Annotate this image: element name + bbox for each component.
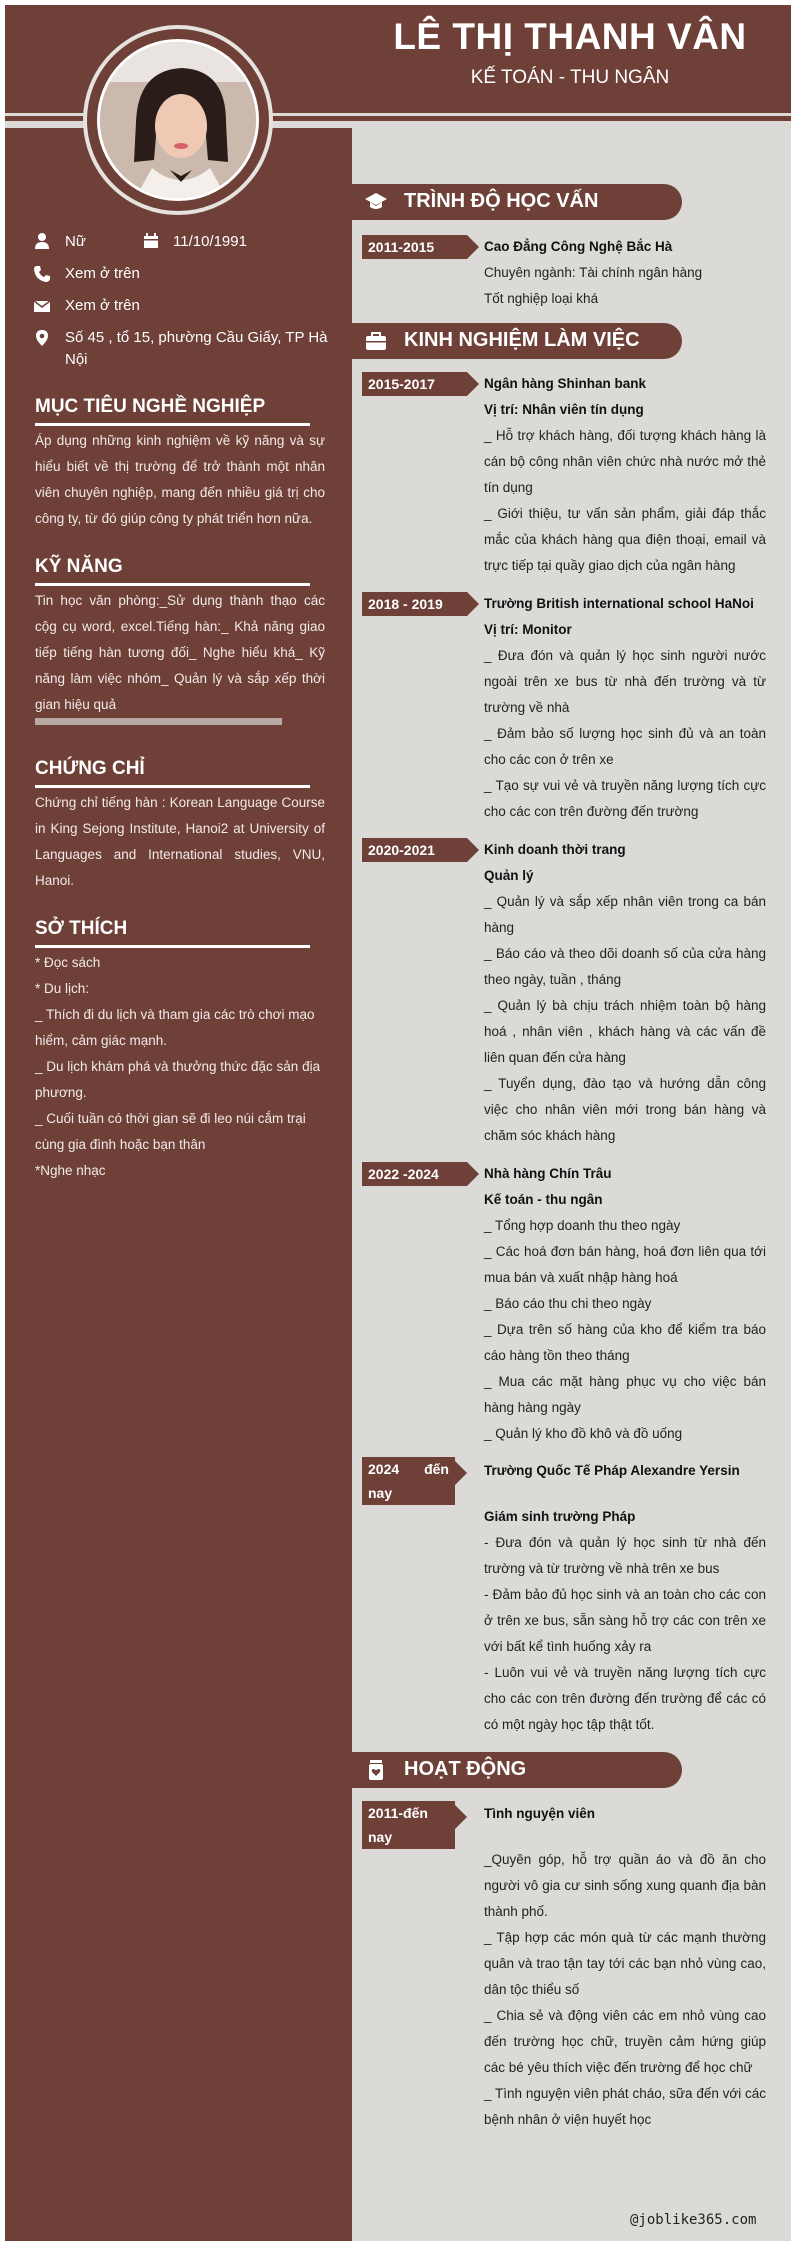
experience-duty: _ Báo cáo và theo dõi doanh số của cửa hàng theo ngày, tuần , tháng bbox=[484, 946, 766, 987]
experience-entry bbox=[484, 1458, 766, 1738]
skills-level-bar bbox=[35, 718, 282, 725]
education-line: Chuyên ngành: Tài chính ngân hàng bbox=[484, 265, 703, 280]
activities-date: 2011-đến nay bbox=[362, 1801, 455, 1849]
skills-rule bbox=[35, 583, 310, 586]
experience-duty: _ Tổng hợp doanh thu theo ngày bbox=[484, 1218, 681, 1233]
education-date: 2011-2015 bbox=[362, 235, 467, 259]
experience-title: KINH NGHIỆM LÀM VIỆC bbox=[404, 329, 640, 351]
activities-line: _Quyên góp, hỗ trợ quần áo và đồ ăn cho người vô gia cư sinh sống xung quanh địa bàn thành phố. bbox=[484, 1852, 766, 1919]
experience-duty: _ Mua các mặt hàng phục vụ cho việc bán hàng hàng ngày bbox=[484, 1374, 766, 1415]
certificates-text: Chứng chỉ tiếng hàn : Korean Language Course in King Sejong Institute, Hanoi2 at University of Languages and International studies, VNU, Hanoi. bbox=[35, 795, 325, 888]
objective-text: Áp dụng những kinh nghiệm về kỹ năng và sự hiểu biết về thị trường để trở thành một nhân viên chuyên nghiệp, mang đến nhiều giá trị cho công ty, từ đó giúp công ty phát triển hơn nữa. bbox=[35, 433, 325, 526]
experience-entry bbox=[484, 371, 766, 579]
hobby-item: _ Cuối tuần có thời gian sẽ đi leo núi cắm trại cùng gia đình hoặc bạn thân bbox=[35, 1111, 306, 1152]
experience-duty: - Luôn vui vẻ và truyền năng lượng tích cực cho các con trên đường đến trường để các có có một ngày học tập thật tốt. bbox=[484, 1665, 766, 1732]
gender-value: Nữ bbox=[65, 233, 86, 250]
address-value: Số 45 , tổ 15, phường Cầu Giấy, TP Hà Nội bbox=[65, 329, 328, 368]
experience-duty: _ Các hoá đơn bán hàng, hoá đơn liên qua tới mua bán và xuất nhập hàng hoá bbox=[484, 1244, 766, 1285]
hobbies-rule bbox=[35, 945, 310, 948]
education-header bbox=[352, 184, 682, 220]
skills-title: KỸ NĂNG bbox=[35, 556, 123, 577]
experience-org: Trường Quốc Tế Pháp Alexandre Yersin bbox=[484, 1463, 740, 1478]
hobby-item: *Nghe nhạc bbox=[35, 1163, 106, 1178]
education-entry bbox=[484, 234, 766, 312]
education-title: TRÌNH ĐỘ HỌC VẤN bbox=[404, 190, 599, 212]
experience-duty: _ Giới thiệu, tư vấn sản phẩm, giải đáp thắc mắc của khách hàng qua điện thoại, email và trực tiếp tại quầy giao dịch của ngân hàng bbox=[484, 506, 766, 573]
experience-entry bbox=[484, 591, 766, 825]
hobbies-title: SỞ THÍCH bbox=[35, 918, 128, 939]
phone-icon bbox=[33, 265, 51, 283]
experience-duty: _ Tuyển dụng, đào tạo và hướng dẫn công việc cho nhân viên mới trong bán hàng và chăm sóc khách hàng bbox=[484, 1076, 766, 1143]
email-icon bbox=[33, 297, 51, 315]
email-value: Xem ở trên bbox=[65, 297, 140, 314]
experience-duty: - Đảm bảo đủ học sinh và an toàn cho các con ở trên xe bus, sẵn sàng hỗ trợ các con trên xe với bất kể tình huống xảy ra bbox=[484, 1587, 766, 1654]
education-line: Tốt nghiệp loại khá bbox=[484, 291, 599, 306]
activities-line: _ Chia sẻ và động viên các em nhỏ vùng cao đến trường học chữ, truyền cảm hứng giúp các bé yêu thích việc đến trường để học chữ bbox=[484, 2008, 766, 2075]
experience-header bbox=[352, 323, 682, 359]
activities-line: _ Tập hợp các món quà từ các mạnh thường quân và trao tận tay tới các bạn nhỏ vùng cao, dân tộc thiểu số bbox=[484, 1930, 766, 1997]
experience-entry bbox=[484, 1161, 766, 1447]
candidate-name: LÊ THỊ THANH VÂN bbox=[393, 16, 747, 57]
person-icon bbox=[33, 232, 51, 250]
experience-role: Vị trí: Nhân viên tín dụng bbox=[484, 402, 644, 417]
graduation-cap-icon bbox=[364, 190, 388, 214]
hobby-item: * Đọc sách bbox=[35, 955, 101, 970]
candidate-title: KẾ TOÁN - THU NGÂN bbox=[470, 67, 670, 88]
experience-role: Quản lý bbox=[484, 868, 534, 883]
experience-org: Kinh doanh thời trang bbox=[484, 842, 626, 857]
experience-duty: _ Dựa trên số hàng của kho để kiểm tra báo cáo hàng tồn theo tháng bbox=[484, 1322, 766, 1363]
experience-org: Trường British international school HaNoi bbox=[484, 596, 754, 611]
experience-date: 2018 - 2019 bbox=[362, 592, 467, 616]
experience-duty: _ Tạo sự vui vẻ và truyền năng lượng tích cực cho các con trên đường đến trường bbox=[484, 778, 766, 819]
experience-duty: _ Đưa đón và quản lý học sinh người nước ngoài trên xe bus từ nhà đến trường và từ trường về nhà bbox=[484, 648, 766, 715]
skills-text: Tin học văn phòng:_Sử dụng thành thạo các cộg cụ word, excel.Tiếng hàn:_ Khả năng giao tiếp tiếng hàn tương đối_ Nghe hiểu khá_ Kỹ năng làm việc nhóm_ Quản lý và sắp xếp thời gian hiệu quả bbox=[35, 593, 325, 712]
hobby-item: _ Thích đi du lịch và tham gia các trò chơi mạo hiểm, cảm giác mạnh. bbox=[35, 1007, 315, 1048]
experience-duty: _ Đảm bảo số lượng học sinh đủ và an toàn cho các con ở trên xe bbox=[484, 726, 766, 767]
avatar bbox=[97, 39, 259, 201]
hobby-item: _ Du lịch khám phá và thưởng thức đặc sản địa phương. bbox=[35, 1059, 321, 1100]
footer-watermark: @joblike365.com bbox=[630, 2212, 757, 2228]
experience-date: 2015-2017 bbox=[362, 372, 467, 396]
activities-header bbox=[352, 1752, 682, 1788]
objective-title: MỤC TIÊU NGHỀ NGHIỆP bbox=[35, 396, 266, 417]
briefcase-icon bbox=[364, 329, 388, 353]
experience-role: Giám sinh trường Pháp bbox=[484, 1509, 636, 1524]
activities-org: Tình nguyện viên bbox=[484, 1806, 596, 1821]
phone-value: Xem ở trên bbox=[65, 265, 140, 282]
experience-duty: _ Báo cáo thu chi theo ngày bbox=[484, 1296, 652, 1311]
education-org: Cao Đẳng Công Nghệ Bắc Hà bbox=[484, 239, 673, 254]
experience-role: Vị trí: Monitor bbox=[484, 622, 572, 637]
certificates-title: CHỨNG CHỈ bbox=[35, 758, 145, 779]
activities-line: _ Tình nguyện viên phát cháo, sữa đến với các bệnh nhân ở viện huyết học bbox=[484, 2086, 766, 2127]
hobby-item: * Du lịch: bbox=[35, 981, 90, 996]
experience-duty: _ Quản lý và sắp xếp nhân viên trong ca bán hàng bbox=[484, 894, 766, 935]
experience-role: Kế toán - thu ngân bbox=[484, 1192, 603, 1207]
activities-entry bbox=[484, 1801, 766, 2133]
calendar-icon bbox=[142, 232, 160, 250]
experience-duty: - Đưa đón và quản lý học sinh từ nhà đến trường và từ trường về nhà trên xe bus bbox=[484, 1535, 766, 1576]
experience-duty: _ Quản lý kho đồ khô và đồ uống bbox=[484, 1426, 683, 1441]
activities-title: HOẠT ĐỘNG bbox=[404, 1758, 527, 1780]
hobbies-list bbox=[35, 950, 325, 1184]
birthdate-value: 11/10/1991 bbox=[173, 233, 247, 250]
experience-org: Ngân hàng Shinhan bank bbox=[484, 376, 647, 391]
experience-date: 2022 -2024 bbox=[362, 1162, 467, 1186]
heart-jar-icon bbox=[364, 1758, 388, 1782]
experience-date: 2024 đến nay bbox=[362, 1457, 455, 1505]
objective-rule bbox=[35, 423, 310, 426]
experience-date: 2020-2021 bbox=[362, 838, 467, 862]
location-icon bbox=[33, 329, 51, 347]
experience-org: Nhà hàng Chín Trâu bbox=[484, 1166, 612, 1181]
certificates-rule bbox=[35, 785, 310, 788]
experience-entry bbox=[484, 837, 766, 1149]
experience-duty: _ Hỗ trợ khách hàng, đối tượng khách hàng là cán bộ công nhân viên chức nhà nước mở thẻ tín dụng bbox=[484, 428, 766, 495]
experience-duty: _ Quản lý bà chịu trách nhiệm toàn bộ hàng hoá , nhân viên , khách hàng và các vấn đề liên quan đến cửa hàng bbox=[484, 998, 766, 1065]
